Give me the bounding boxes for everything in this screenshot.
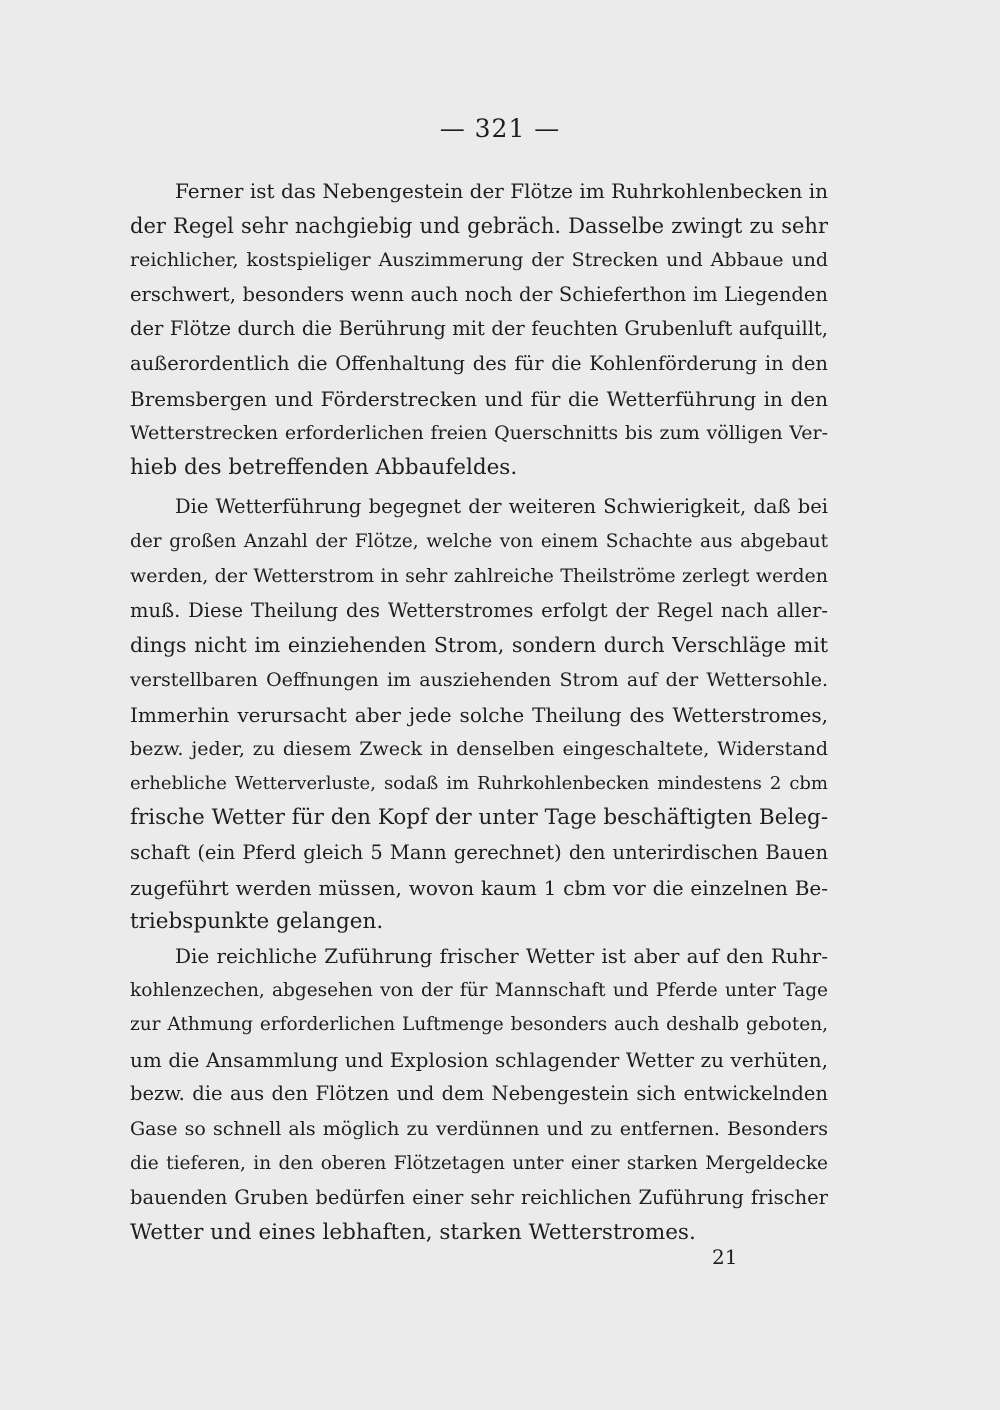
paragraph-1 [130, 174, 828, 485]
text-line: Ferner ist das Nebengestein der Flötze im Ruhrkohlenbecken in [175, 179, 828, 203]
paragraph-2 [130, 490, 828, 940]
page-number: — 321 — [439, 114, 561, 143]
text-line: Wetterstrecken erforderlichen freien Querschnitts bis zum völligen Ver- [130, 422, 828, 445]
text-line: der Regel sehr nachgiebig und gebräch. Dasselbe zwingt zu sehr [130, 213, 828, 238]
text-line: bezw. die aus den Flötzen und dem Nebengestein sich entwickelnden [130, 1082, 828, 1106]
text-line: erhebliche Wetterverluste, sodaß im Ruhrkohlenbecken mindestens 2 cbm [130, 772, 828, 794]
text-line: Wetter und eines lebhaften, starken Wetterstromes. [130, 1219, 696, 1245]
text-line: muß. Diese Theilung des Wetterstromes erfolgt der Regel nach aller- [130, 598, 828, 622]
text-line: frische Wetter für den Kopf der unter Tage beschäftigten Beleg- [130, 805, 828, 831]
text-line: Bremsbergen und Förderstrecken und für die Wetterführung in den [130, 386, 828, 411]
text-line: triebspunkte gelangen. [130, 909, 384, 935]
text-line: der Flötze durch die Berührung mit der feuchten Grubenluft aufquillt, [130, 317, 828, 341]
paragraph-3 [130, 939, 828, 1250]
text-line: der großen Anzahl der Flötze, welche von einem Schachte aus abgebaut [130, 530, 828, 552]
text-line: außerordentlich die Offenhaltung des für die Kohlenförderung in den [130, 351, 828, 375]
text-line: reichlicher, kostspieliger Auszimmerung der Strecken und Abbaue und [130, 249, 828, 272]
text-line: erschwert, besonders wenn auch noch der Schieferthon im Liegenden [130, 282, 828, 306]
text-line: werden, der Wetterstrom in sehr zahlreiche Theilströme zerlegt werden [130, 565, 828, 588]
text-line: die tieferen, in den oberen Flötzetagen unter einer starken Mergeldecke [130, 1152, 828, 1174]
text-line: zugeführt werden müssen, wovon kaum 1 cbm vor die einzelnen Be- [130, 875, 828, 900]
text-line: um die Ansammlung und Explosion schlagender Wetter zu verhüten, [130, 1047, 828, 1072]
text-line: Die reichliche Zuführung frischer Wetter ist aber auf den Ruhr- [175, 944, 828, 968]
text-line: verstellbaren Oeffnungen im ausziehenden Strom auf der Wettersohle. [130, 668, 828, 691]
text-line: kohlenzechen, abgesehen von der für Mannschaft und Pferde unter Tage [130, 979, 828, 1001]
text-line: dings nicht im einziehenden Strom, sondern durch Verschläge mit [130, 633, 828, 658]
text-line: schaft (ein Pferd gleich 5 Mann gerechnet) den unterirdischen Bauen [130, 840, 828, 864]
text-line: hieb des betreffenden Abbaufeldes. [130, 454, 518, 480]
text-line: bauenden Gruben bedürfen einer sehr reichlichen Zuführung frischer [130, 1186, 828, 1210]
signature-mark: 21 [712, 1245, 738, 1269]
text-line: bezw. jeder, zu diesem Zweck in denselben eingeschaltete, Widerstand [130, 738, 828, 761]
text-line: Gase so schnell als möglich zu verdünnen und zu entfernen. Besonders [130, 1117, 828, 1140]
text-line: zur Athmung erforderlichen Luftmenge besonders auch deshalb geboten, [130, 1014, 828, 1036]
text-line: Immerhin verursacht aber jede solche Theilung des Wetterstromes, [130, 702, 828, 727]
text-line: Die Wetterführung begegnet der weiteren Schwierigkeit, daß bei [175, 495, 828, 518]
